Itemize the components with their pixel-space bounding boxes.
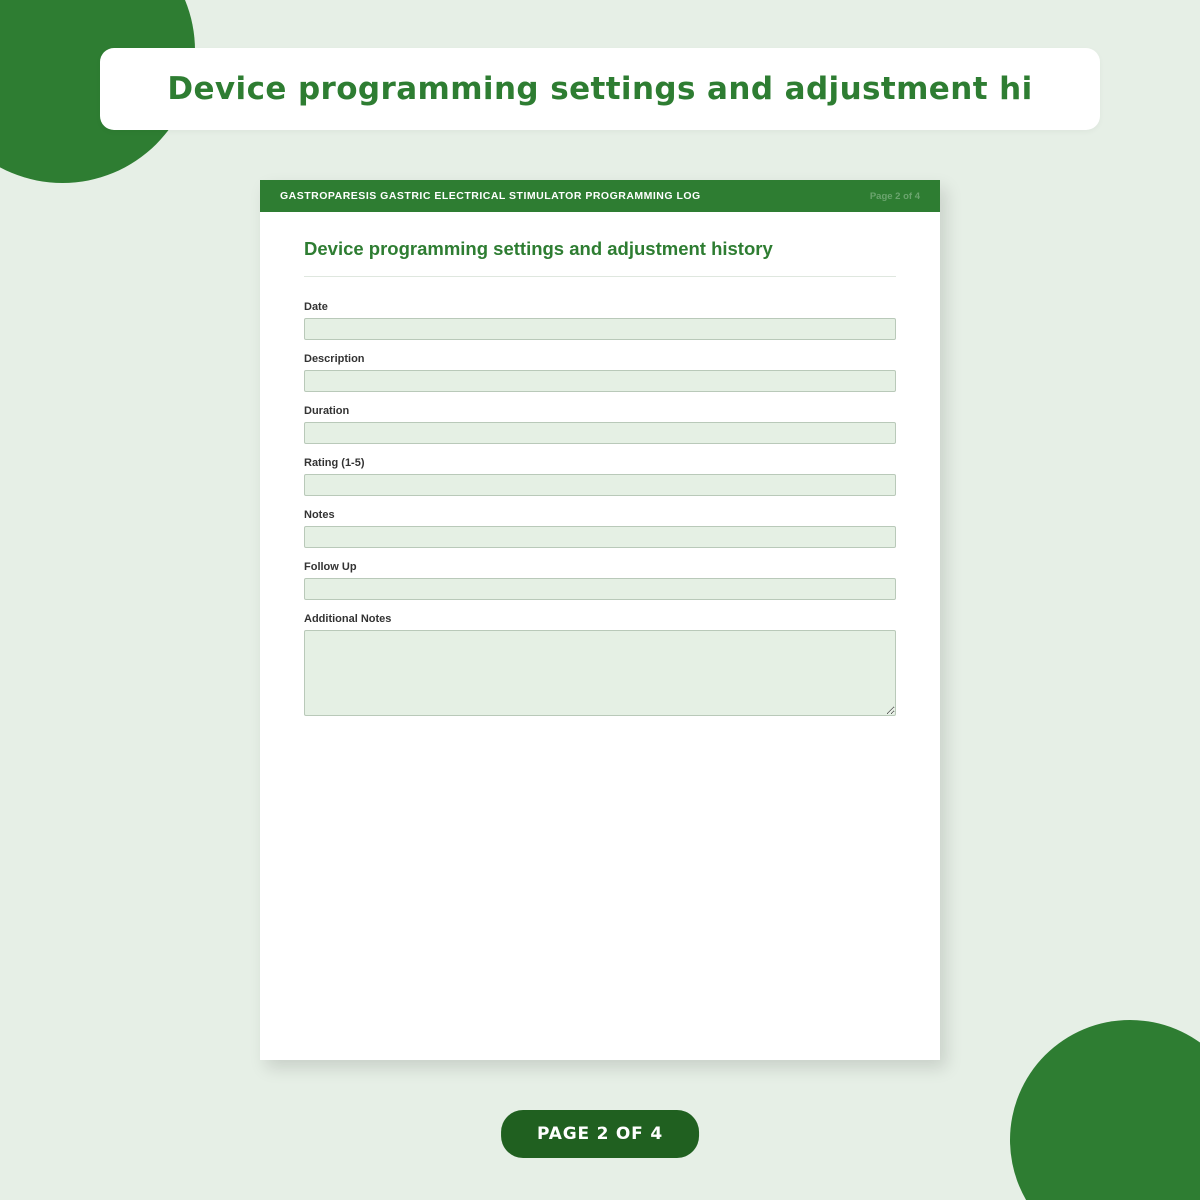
field-label: Follow Up	[304, 561, 357, 573]
form-field-date	[304, 301, 896, 340]
document-body	[260, 212, 940, 721]
duration-input[interactable]	[304, 422, 896, 444]
form-field-duration	[304, 405, 896, 444]
form-field-additional-notes	[304, 613, 896, 721]
document-sheet	[260, 180, 940, 1060]
document-header-title: GASTROPARESIS GASTRIC ELECTRICAL STIMULATOR PROGRAMMING LOG	[280, 190, 701, 202]
title-banner	[100, 48, 1100, 130]
date-input[interactable]	[304, 318, 896, 340]
additional-notes-textarea[interactable]	[304, 630, 896, 716]
notes-input[interactable]	[304, 526, 896, 548]
document-header	[260, 180, 940, 212]
page-title: Device programming settings and adjustment hi	[167, 71, 1033, 107]
form-field-follow-up	[304, 561, 896, 600]
field-label: Rating (1-5)	[304, 457, 365, 469]
form-field-notes	[304, 509, 896, 548]
decorative-circle-bottom-right	[1010, 1020, 1200, 1200]
field-label: Description	[304, 353, 365, 365]
rating-input[interactable]	[304, 474, 896, 496]
form-field-description	[304, 353, 896, 392]
field-label: Duration	[304, 405, 350, 417]
page-footer-badge: PAGE 2 OF 4	[501, 1110, 699, 1158]
field-label: Date	[304, 301, 328, 313]
form-field-rating	[304, 457, 896, 496]
section-heading: Device programming settings and adjustment history	[304, 238, 896, 277]
document-page-indicator: Page 2 of 4	[869, 190, 920, 202]
description-input[interactable]	[304, 370, 896, 392]
field-label: Notes	[304, 509, 335, 521]
field-label: Additional Notes	[304, 613, 392, 625]
follow-up-input[interactable]	[304, 578, 896, 600]
